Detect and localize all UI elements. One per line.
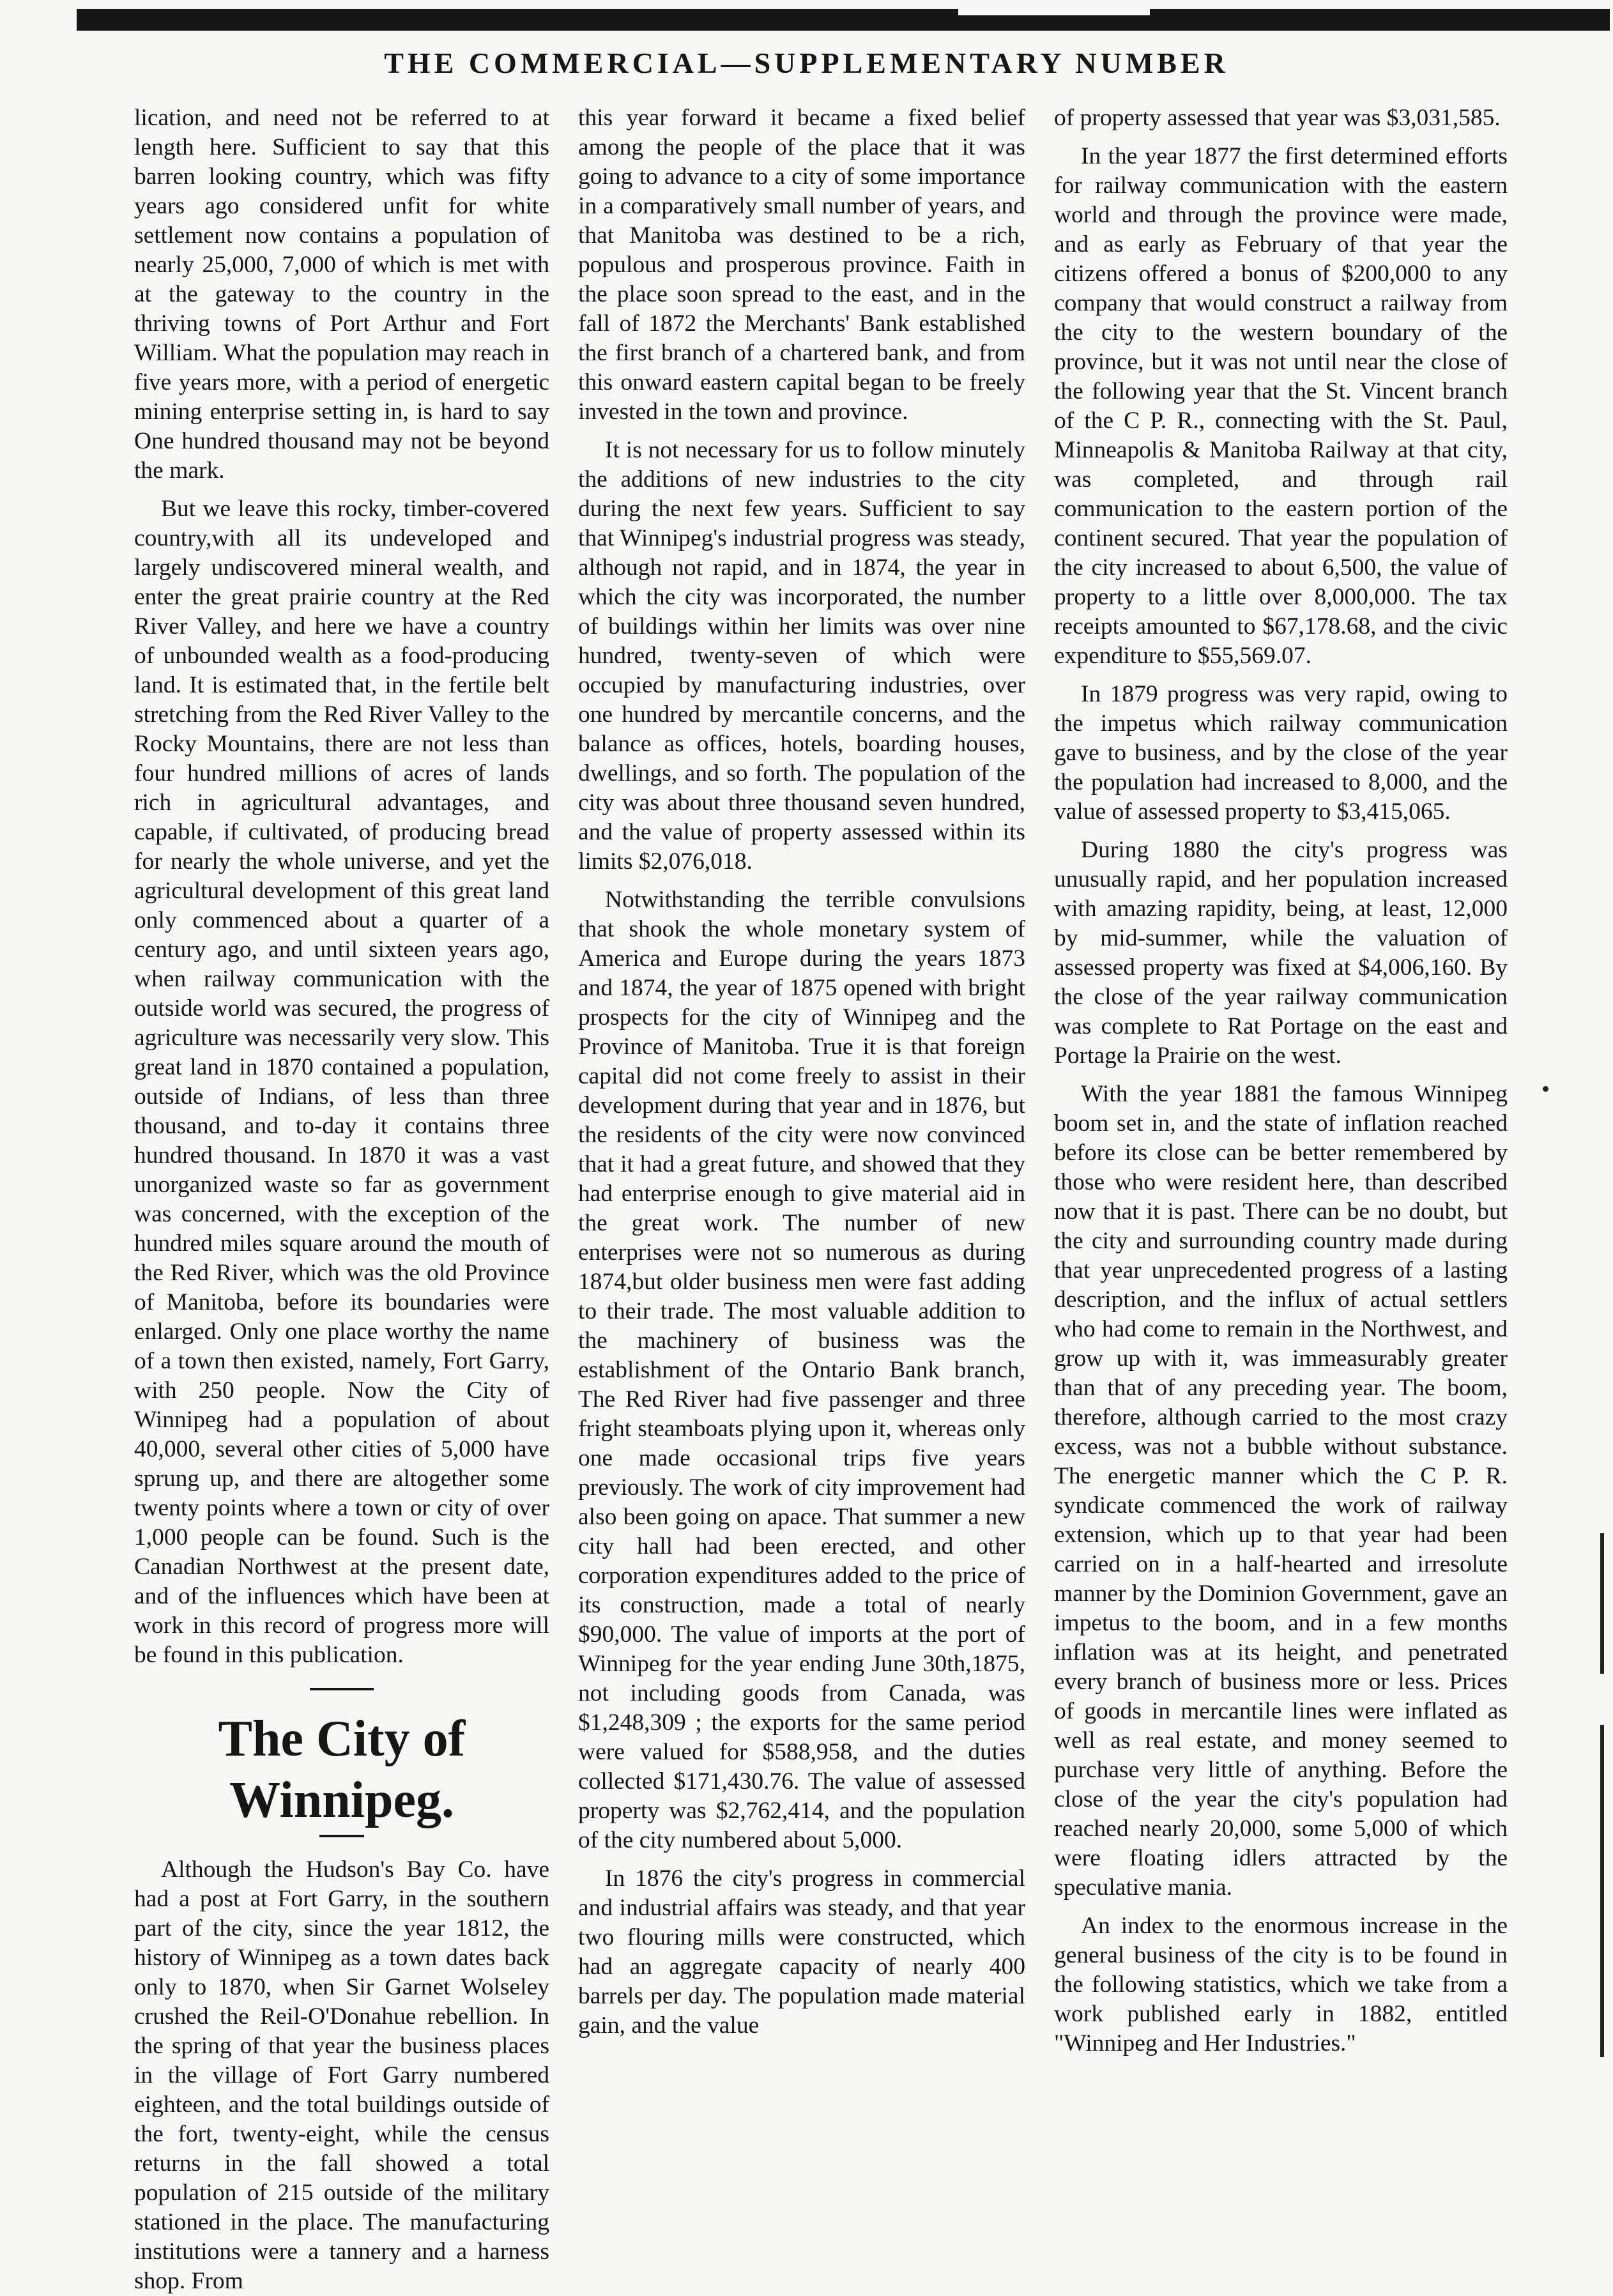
paragraph: During 1880 the city's progress was unusually rapid, and her population increased with amazing rapidity, being, at least, 12,000 by mid-summer, while the valuation of assessed property was fixed at $4,006,160. By the close of the year railway communication was complete to Rat Portage on the east and Portage la Prairie on the west. — [1054, 837, 1508, 1069]
paragraph: But we leave this rocky, timber-covered country,with all its undeveloped and largely undiscovered mineral wealth, and enter the great prairie country at the Red River Valley, and here we have a country of unbounded wealth as a food-producing land. It is estimated that, in the fertile belt stretching from the Red River Valley to the Rocky Mountains, there are not less than four hundred millions of acres of lands rich in agricultural advantages, and capable, if cultivated, of producing bread for nearly the whole universe, and yet the agricultural development of this great land only commenced about a quarter of a century ago, and until sixteen years ago, when railway communication with the outside world was secured, the progress of agriculture was necessarily very slow. This great land in 1870 contained a population, outside of Indians, of less than three thousand, and to-day it contains three hundred thousand. In 1870 it was a vast unorganized waste so far as government was concerned, with the exception of the hundred miles square around the mouth of the Red River, which was the old Province of Manitoba, before its boundaries were enlarged. Only one place worthy the name of a town then existed, namely, Fort Garry, with 250 people. Now the City of Winnipeg had a population of about 40,000, several other cities of 5,000 have sprung up, and there are altogether some twenty points where a town or city of over 1,000 people can be found. Such is the Canadian Northwest at the present date, and of the influences which have been at work in this record of progress more will be found in this publication. — [134, 496, 549, 1668]
paragraph: In 1876 the city's progress in commercial and industrial affairs was steady, and that year two flouring mills were constructed, which had an aggregate capacity of nearly 400 barrels per day. The population made material gain, and the value — [578, 1865, 1025, 2039]
paragraph: In 1879 progress was very rapid, owing to the impetus which railway communication gave to business, and by the close of the year the population had increased to 8,000, and the value of assessed property to $3,415,065. — [1054, 681, 1508, 825]
paragraph: lication, and need not be referred to at length here. Sufficient to say that this barren looking country, which was fifty years ago considered unfit for white settlement now contains a population of nearly 25,000, 7,000 of which is met with at the gateway to the country in the thriving towns of Port Arthur and Fort William. What the population may reach in five years more, with a period of energetic mining enterprise setting in, is hard to say One hundred thousand may not be beyond the mark. — [134, 105, 549, 484]
stray-dot — [1543, 1086, 1548, 1092]
paragraph: Notwithstanding the terrible convulsions that shook the whole monetary system of America and Europe during the years 1873 and 1874, the year of 1875 opened with bright prospects for the city of Winnipeg and the Province of Manitoba. True it is that foreign capital did not come freely to assist in their development during that year and in 1876, but the residents of the city were now convinced that it had a great future, and showed that they had enterprise enough to give material aid in the great work. The number of new enterprises were not so numerous as during 1874,but older business men were fast adding to their trade. The most valuable addition to the machinery of business was the establishment of the Ontario Bank branch, The Red River had five passenger and three fright steamboats plying upon it, whereas only one made occasional trips five years previously. The work of city improvement had also been going on apace. That summer a new city hall had been erected, and other corporation expenditures added to the price of its construction, made a total of nearly $90,000. The value of imports at the port of Winnipeg for the year ending June 30th,1875, not including goods from Canada, was $1,248,309 ; the exports for the same period were valued for $588,958, and the duties collected $171,430.76. The value of assessed property was $2,762,414, and the population of the city numbered about 5,000. — [578, 887, 1025, 1853]
paragraph: In the year 1877 the first determined efforts for railway communication with the eastern world and through the province were made, and as early as February of that year the citizens offered a bonus of $200,000 to any company that would construct a railway from the city to the western boundary of the province, but it was not until near the close of the following year that the St. Vincent branch of the C P. R., connecting with the St. Paul, Minneapolis & Manitoba Railway at that city, was completed, and through rail communication to the eastern portion of the continent secured. That year the population of the city increased to about 6,500, the value of property to a little over 8,000,000. The tax receipts amounted to $67,178.68, and the civic expenditure to $55,569.07. — [1054, 143, 1508, 669]
scan-edge-mark — [1600, 1533, 1604, 1674]
paragraph: An index to the enormous increase in the general business of the city is to be found in the following statistics, which we take from a work published early in 1882, entitled "Winnipeg and Her Industries." — [1054, 1913, 1508, 2056]
paragraph: With the year 1881 the famous Winnipeg boom set in, and the state of inflation reached before its close can be better remembered by those who were resident here, than described now that it is past. There can be no doubt, but the city and surrounding country made during that year unprecedented progress of a lasting description, and the influx of actual settlers who had come to remain in the Northwest, and grow up with it, was immeasurably greater than that of any preceding year. The boom, therefore, although carried to the most crazy excess, was not a bubble without substance. The energetic manner which the C P. R. syndicate commenced the work of railway extension, which up to that year had been carried on in a half-hearted and irresolute manner by the Dominion Government, gave an impetus to the boom, and in a few months inflation was at its height, and penetrated every branch of business more or less. Prices of goods in mercantile lines were inflated as well as real estate, and money seemed to purchase very little of anything. Before the close of the year the city's population had reached nearly 20,000, some 5,000 of which were floating idlers attracted by the speculative mania. — [1054, 1081, 1508, 1901]
column-2 — [578, 103, 1025, 2148]
column-3 — [1054, 103, 1508, 2148]
column-1 — [134, 103, 549, 2294]
paragraph: Although the Hudson's Bay Co. have had a post at Fort Garry, in the southern part of the city, since the year 1812, the history of Winnipeg as a town dates back only to 1870, when Sir Garnet Wolseley crushed the Reil-O'Donahue rebellion. In the spring of that year the business places in the village of Fort Garry numbered eighteen, and the total buildings outside of the fort, twenty-eight, while the census returns in the fall showed a total population of 215 outside of the military stationed in the place. The manufacturing institutions were a tannery and a harness shop. From — [134, 1856, 549, 2294]
paragraph: this year forward it became a fixed belief among the people of the place that it was going to advance to a city of some importance in a comparatively small number of years, and that Manitoba was destined to be a rich, populous and prosperous province. Faith in the place soon spread to the east, and in the fall of 1872 the Merchants' Bank established the first branch of a chartered bank, and from this onward eastern capital began to be freely invested in the town and province. — [578, 105, 1025, 425]
section-rule-top — [310, 1688, 374, 1690]
top-rule-gap — [958, 9, 1150, 15]
running-header: THE COMMERCIAL—SUPPLEMENTARY NUMBER — [384, 47, 1229, 79]
section-title: The City of Winnipeg. — [218, 1711, 466, 1828]
paragraph: of property assessed that year was $3,031,585. — [1054, 105, 1501, 131]
scan-edge-mark — [1600, 1725, 1604, 2057]
section-rule-bottom — [319, 1835, 364, 1837]
paragraph: It is not necessary for us to follow minutely the additions of new industries to the city during the next few years. Sufficient to say that Winnipeg's industrial progress was steady, although not rapid, and in 1874, the year in which the city was incorporated, the number of buildings within her limits was over nine hundred, twenty-seven of which were occupied by manufacturing industries, over one hundred by mercantile concerns, and the balance as offices, hotels, boarding houses, dwellings, and so forth. The population of the city was about three thousand seven hundred, and the value of property assessed within its limits $2,076,018. — [578, 437, 1025, 875]
top-rule — [77, 9, 1610, 31]
